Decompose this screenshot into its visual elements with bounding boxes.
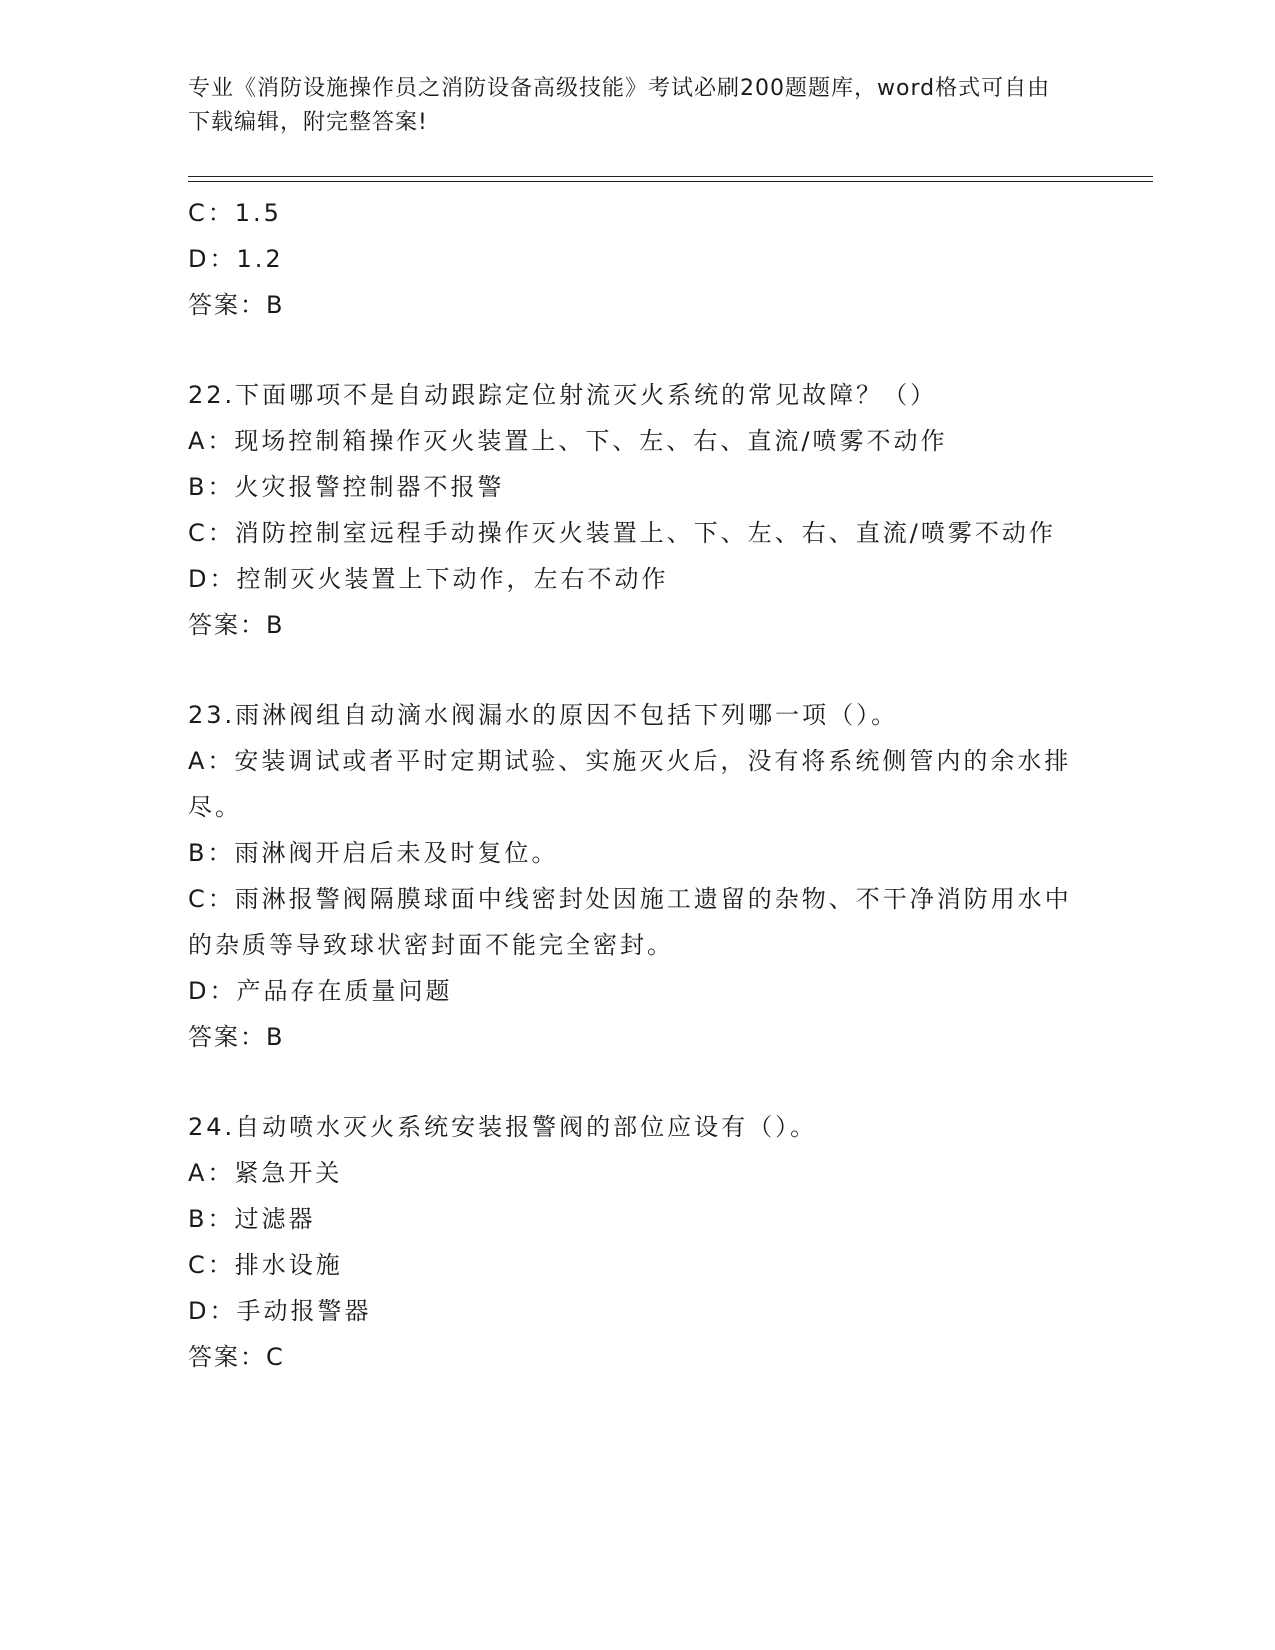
header-divider-bottom bbox=[188, 181, 1153, 182]
answer-line: 答案：C bbox=[188, 1343, 285, 1371]
header-divider-top bbox=[188, 176, 1153, 177]
question-text: 23.雨淋阀组自动滴水阀漏水的原因不包括下列哪一项（）。 bbox=[188, 701, 899, 729]
option-b: B：过滤器 bbox=[188, 1205, 316, 1233]
option-a: A：紧急开关 bbox=[188, 1159, 343, 1187]
option-d: D：1.2 bbox=[188, 245, 284, 273]
document-header bbox=[188, 72, 1068, 140]
answer-line: 答案：B bbox=[188, 611, 285, 639]
option-d: D：手动报警器 bbox=[188, 1297, 372, 1325]
option-a: A：现场控制箱操作灭火装置上、下、左、右、直流/喷雾不动作 bbox=[188, 427, 948, 455]
question-text: 24.自动喷水灭火系统安装报警阀的部位应设有（）。 bbox=[188, 1113, 818, 1141]
option-b: B：火灾报警控制器不报警 bbox=[188, 473, 505, 501]
question-block-21-tail bbox=[188, 190, 1078, 328]
option-c: C：消防控制室远程手动操作灭火装置上、下、左、右、直流/喷雾不动作 bbox=[188, 519, 1056, 547]
question-block-23 bbox=[188, 692, 1078, 1060]
question-block-22 bbox=[188, 372, 1078, 648]
answer-line: 答案：B bbox=[188, 291, 285, 319]
question-list bbox=[188, 190, 1078, 1380]
question-block-24 bbox=[188, 1104, 1078, 1380]
option-d: D：产品存在质量问题 bbox=[188, 977, 453, 1005]
option-a: A：安装调试或者平时定期试验、实施灭火后，没有将系统侧管内的余水排尽。 bbox=[188, 747, 1072, 821]
option-d: D：控制灭火装置上下动作，左右不动作 bbox=[188, 565, 669, 593]
header-title: 专业《消防设施操作员之消防设备高级技能》考试必刷200题题库，word格式可自由下载编辑，附完整答案! bbox=[188, 76, 1051, 135]
option-b: B：雨淋阀开启后未及时复位。 bbox=[188, 839, 559, 867]
option-c: C：1.5 bbox=[188, 199, 282, 227]
option-c: C：雨淋报警阀隔膜球面中线密封处因施工遗留的杂物、不干净消防用水中的杂质等导致球状密封面不能完全密封。 bbox=[188, 885, 1072, 959]
option-c: C：排水设施 bbox=[188, 1251, 343, 1279]
question-text: 22.下面哪项不是自动跟踪定位射流灭火系统的常见故障？（） bbox=[188, 381, 938, 409]
answer-line: 答案：B bbox=[188, 1023, 285, 1051]
